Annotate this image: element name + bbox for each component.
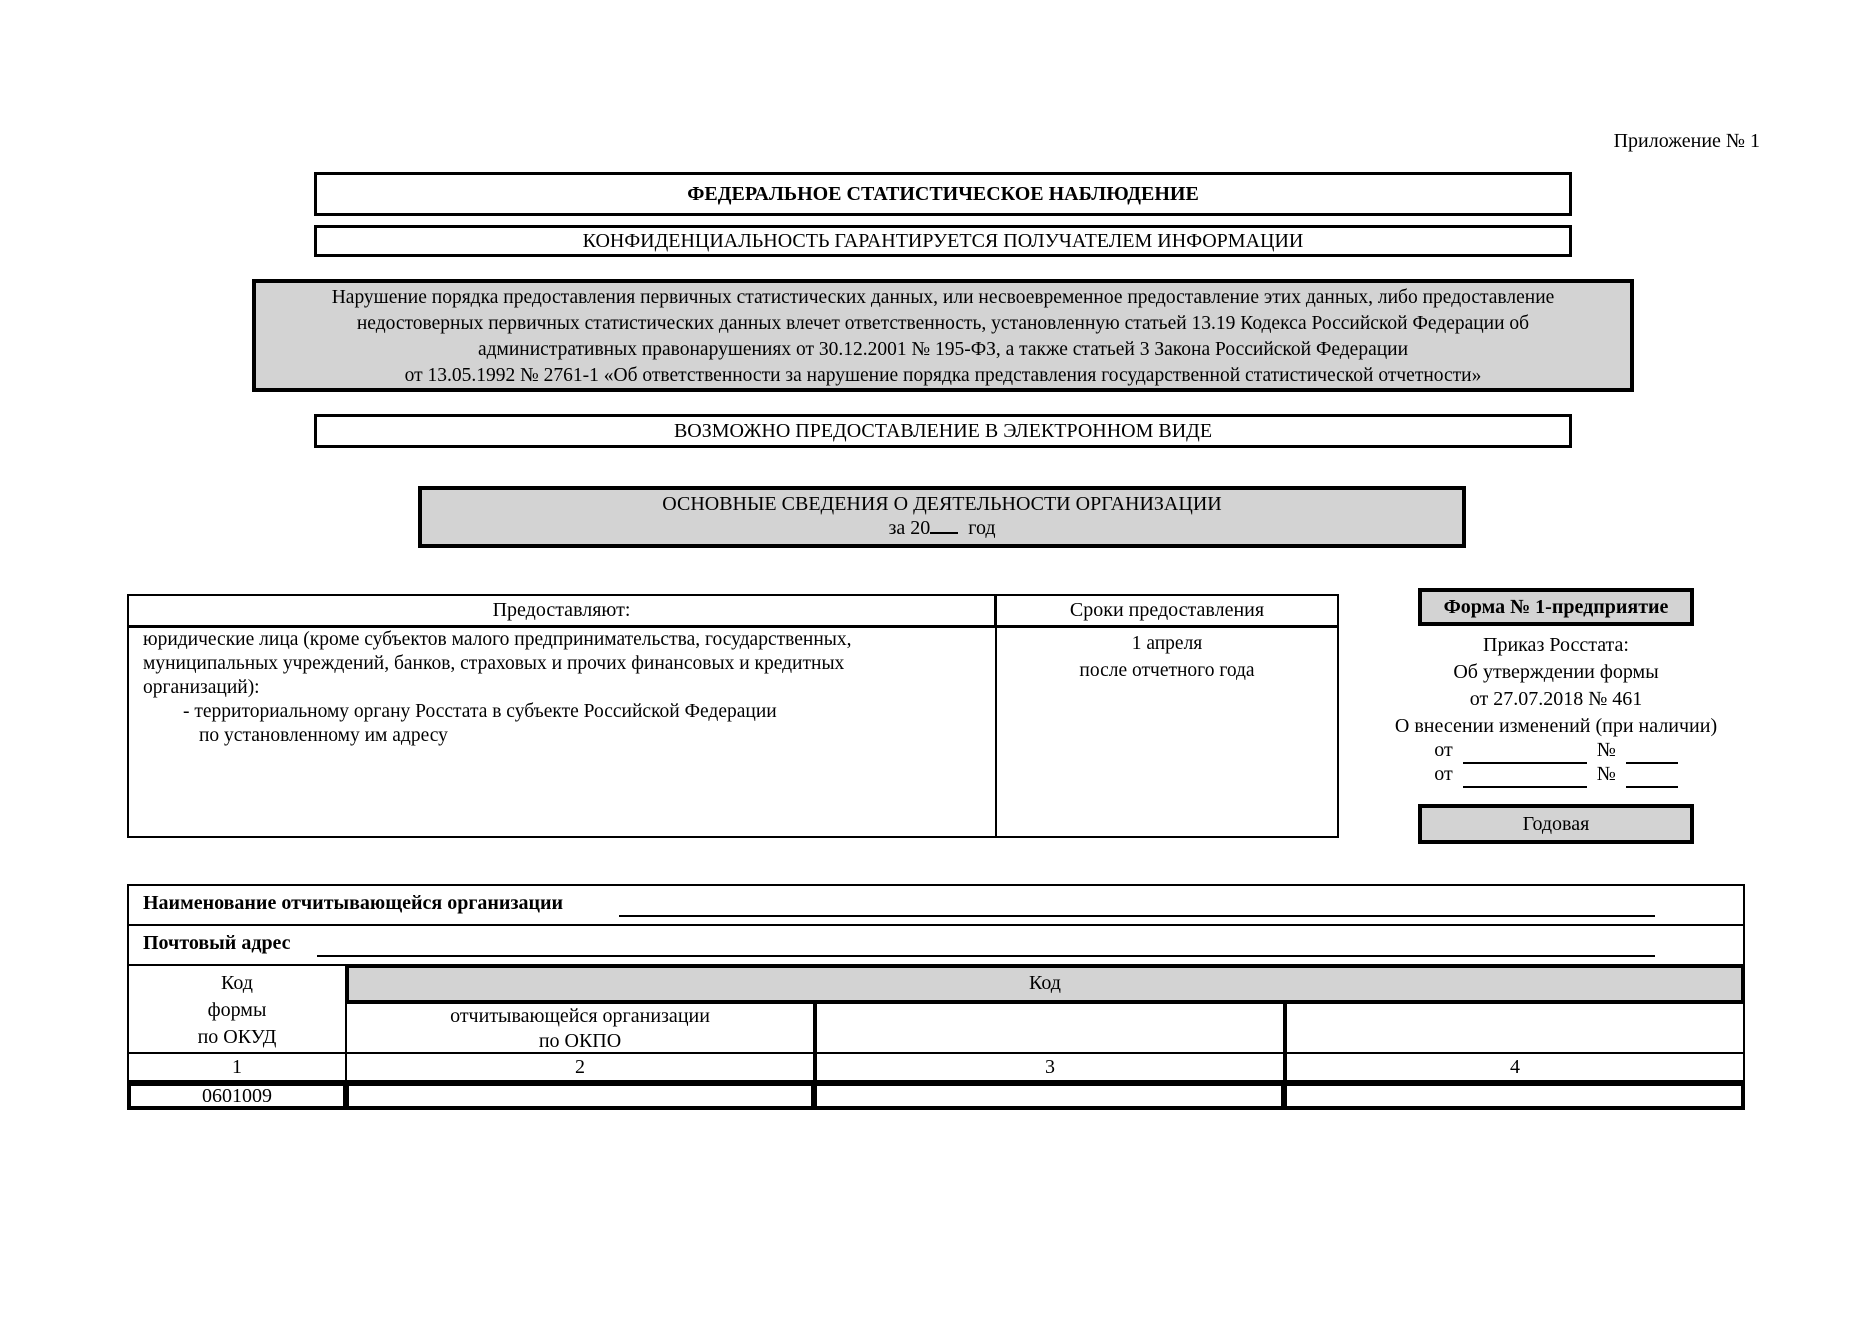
submitters-line: муниципальных учреждений, банков, страховых и прочих финансовых и кредитных (143, 653, 845, 674)
submitters-line: организаций): (143, 677, 260, 698)
year-input[interactable] (930, 516, 958, 534)
okpo-header-line: по ОКПО (538, 1030, 622, 1052)
code-col4-header-cell (1285, 1004, 1745, 1054)
org-name-input[interactable] (619, 915, 1655, 917)
year-prefix: за 20 (888, 517, 931, 539)
okpo-header-cell (345, 1004, 815, 1054)
okud-value-cell: 0601009 (127, 1082, 347, 1110)
number-label: № (1596, 763, 1616, 785)
submitters-header: Предоставляют: (129, 596, 997, 628)
code-col4-input[interactable] (1283, 1082, 1745, 1110)
okud-header-line: Код (221, 972, 253, 994)
submitters-line: юридические лица (кроме субъектов малого предпринимательства, государственных, (143, 629, 852, 650)
org-address-row (127, 924, 1745, 964)
okud-header-line: формы (207, 999, 267, 1021)
number-label: № (1596, 739, 1616, 761)
amendment-number-input[interactable] (1626, 742, 1678, 764)
warning-line: административных правонарушениях от 30.12.2001 № 195-ФЗ, а также статьей 3 Закона Российской Федерации (477, 339, 1409, 360)
amendment-date-input[interactable] (1463, 742, 1587, 764)
appendix-label: Приложение № 1 (1613, 130, 1760, 152)
approval-line: О внесении изменений (при наличии) (1394, 715, 1718, 737)
year-suffix: год (968, 517, 996, 539)
submitters-bullet-cont: по установленному им адресу (199, 725, 448, 746)
column-divider (995, 626, 997, 836)
approval-line: от 27.07.2018 № 461 (1469, 688, 1643, 710)
code-col3-input[interactable] (813, 1082, 1285, 1110)
warning-line: Нарушение порядка предоставления первичных статистических данных, или несвоевременное предоставление этих данных, либо предоставление (331, 287, 1555, 308)
warning-line: недостоверных первичных статистических данных влечет ответственность, установленную статьей 13.19 Кодекса Российской Федерации об (356, 313, 1530, 334)
ot-label: от (1434, 739, 1453, 761)
report-year (422, 516, 1462, 540)
deadline-header: Сроки предоставления (997, 596, 1337, 628)
amendment-row (1380, 740, 1732, 764)
form-approval-info (1380, 632, 1732, 788)
org-address-input[interactable] (317, 955, 1655, 957)
column-number: 3 (815, 1054, 1285, 1082)
federal-observation-header: ФЕДЕРАЛЬНОЕ СТАТИСТИЧЕСКОЕ НАБЛЮДЕНИЕ (314, 172, 1572, 216)
confidentiality-header: КОНФИДЕНЦИАЛЬНОСТЬ ГАРАНТИРУЕТСЯ ПОЛУЧАТЕЛЕМ ИНФОРМАЦИИ (314, 225, 1572, 257)
okud-header-line: по ОКУД (197, 1026, 277, 1048)
code-header-cell: Код (345, 964, 1745, 1004)
deadline-text (999, 630, 1335, 684)
column-number: 2 (345, 1054, 815, 1082)
deadline-line: 1 апреля (1131, 633, 1203, 654)
okud-header-cell (127, 964, 347, 1054)
form-title-box (418, 486, 1466, 548)
okpo-header-line: отчитывающейся организации (450, 1005, 710, 1027)
approval-line: Приказ Росстата: (1483, 634, 1629, 656)
amendment-row (1380, 764, 1732, 788)
column-number: 4 (1285, 1054, 1745, 1082)
amendment-date-input[interactable] (1463, 766, 1587, 788)
warning-line: от 13.05.1992 № 2761-1 «Об ответственности за нарушение порядка представления государственной статистической отчетности» (404, 365, 1482, 386)
org-name-row (127, 884, 1745, 924)
ot-label: от (1434, 763, 1453, 785)
legal-warning-box (252, 279, 1634, 392)
amendment-number-input[interactable] (1626, 766, 1678, 788)
submitters-bullet: - территориальному органу Росстата в субъекте Российской Федерации (183, 701, 777, 722)
okpo-value-input[interactable] (345, 1082, 815, 1110)
approval-line: Об утверждении формы (1453, 661, 1659, 683)
deadline-line: после отчетного года (1079, 660, 1255, 681)
column-number: 1 (127, 1054, 347, 1082)
submission-table (127, 594, 1339, 838)
period-badge: Годовая (1418, 804, 1694, 844)
form-number-badge: Форма № 1-предприятие (1418, 588, 1694, 626)
org-address-label: Почтовый адрес (143, 932, 291, 954)
submitters-text (143, 628, 983, 748)
code-col3-header-cell (815, 1004, 1285, 1054)
organization-table (127, 884, 1745, 1109)
org-name-label: Наименование отчитывающейся организации (143, 892, 564, 914)
electronic-submission-header: ВОЗМОЖНО ПРЕДОСТАВЛЕНИЕ В ЭЛЕКТРОННОМ ВИДЕ (314, 414, 1572, 448)
form-title: ОСНОВНЫЕ СВЕДЕНИЯ О ДЕЯТЕЛЬНОСТИ ОРГАНИЗАЦИИ (662, 493, 1222, 515)
